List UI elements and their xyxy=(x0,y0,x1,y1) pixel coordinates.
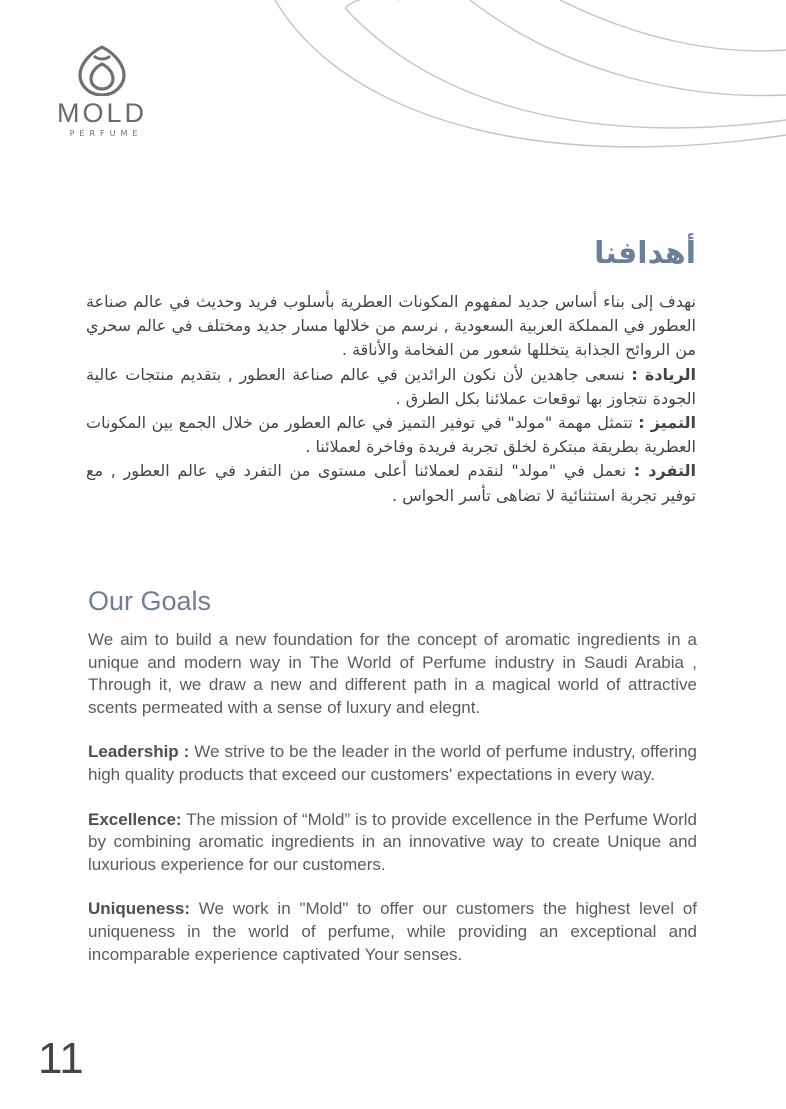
arabic-goal-leadership xyxy=(86,363,696,411)
arabic-goal-text: نعمل في "مولد" لنقدم لعملائنا أعلى مستوى من التفرد في عالم العطور , مع توفير تجربة استثنائية لا تضاهى تأسر الحواس . xyxy=(86,461,696,505)
brand-logo xyxy=(46,44,158,138)
drop-logo-icon xyxy=(74,44,130,96)
english-intro: We aim to build a new foundation for the concept of aromatic ingredients in a unique and modern way in The World of Perfume industry in Saudi Arabia , Through it, we draw a new and different path in a magical world of attractive scents permeated with a sense of luxury and elegnt. xyxy=(88,630,697,717)
english-goal-excellence xyxy=(88,809,697,877)
english-goal-label: Excellence: xyxy=(88,809,182,829)
arabic-goal-label: الريادة : xyxy=(631,364,696,384)
english-body xyxy=(88,629,697,988)
english-goal-leadership xyxy=(88,741,697,786)
arabic-goal-label: التفرد : xyxy=(633,461,696,481)
english-goal-label: Leadership : xyxy=(88,742,190,762)
english-heading: Our Goals xyxy=(88,586,212,616)
english-goal-text: We strive to be the leader in the world of perfume industry, offering high quality products that exceed our customers' expectations in every way. xyxy=(88,742,697,784)
arabic-goal-label: التميز : xyxy=(638,413,697,433)
arabic-body xyxy=(86,290,696,508)
english-goal-uniqueness xyxy=(88,898,697,966)
arabic-heading: أهدافنا xyxy=(594,236,696,271)
english-goal-text: The mission of “Mold” is to provide excellence in the Perfume World by combining aromatic ingredients in an innovative way to create Unique and luxurious experience for our customers. xyxy=(88,809,697,874)
arabic-goal-uniqueness xyxy=(86,459,696,507)
page-number: 11 xyxy=(38,1034,84,1083)
logo-subtitle: PERFUME xyxy=(69,129,143,138)
arabic-goal-excellence xyxy=(86,411,696,459)
english-goal-label: Uniqueness: xyxy=(88,899,191,919)
arabic-goal-text: نسعى جاهدين لأن نكون الرائدين في عالم صناعة العطور , بتقديم منتجات عالية الجودة نتجاوز بها توقعات عملائنا بكل الطرق . xyxy=(86,364,696,408)
logo-name: MOLD xyxy=(56,98,147,128)
arabic-goal-text: تتمثل مهمة "مولد" في توفير التميز في عالم العطور من خلال الجمع بين المكونات العطرية بطريقة مبتكرة لخلق تجربة فريدة وفاخرة لعملائنا . xyxy=(86,413,696,457)
english-goal-text: We work in "Mold" to offer our customers the highest level of uniqueness in the world of perfume, while providing an exceptional and incomparable experience captivated Your senses. xyxy=(88,899,697,964)
arabic-intro: نهدف إلى بناء أساس جديد لمفهوم المكونات العطرية بأسلوب فريد وحديث في عالم صناعة العطور في المملكة العربية السعودية , نرسم من خلالها مسار جديد ومختلف في عالم سحري من الروائح الجذابة يتخللها شعور من الفخامة والأناقة . xyxy=(86,292,696,360)
